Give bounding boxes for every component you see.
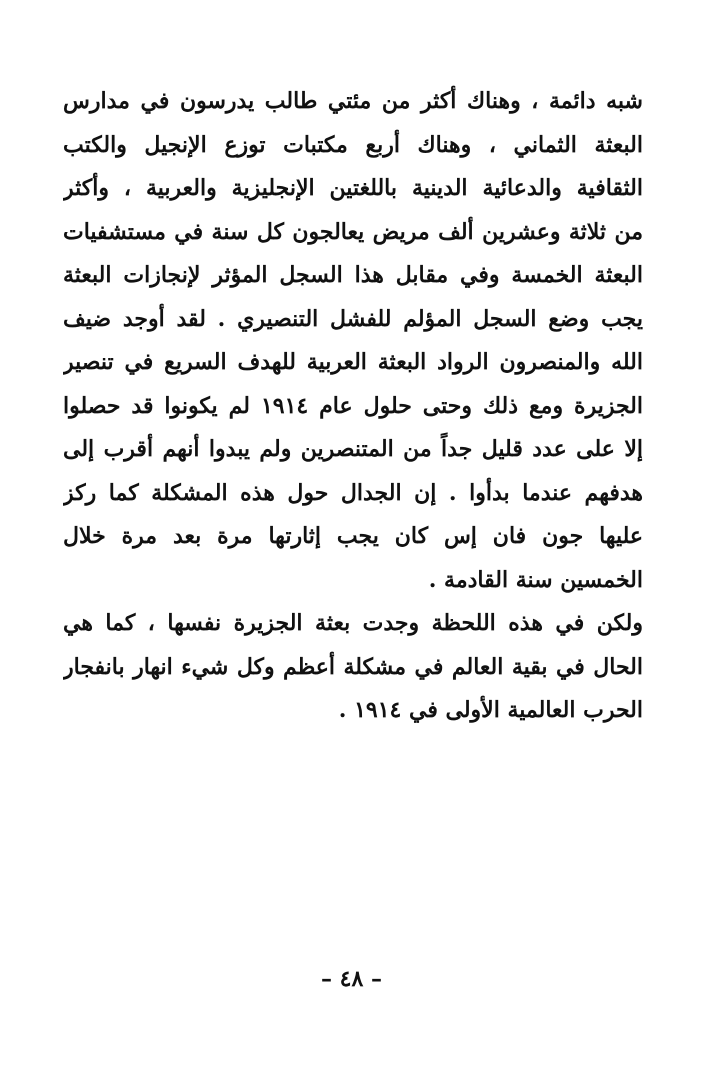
text-line: الله والمنصرون الرواد البعثة العربية للهدف السريع في تنصير [63,349,643,375]
paragraph-2 [63,602,643,733]
text-line: الجزيرة ومع ذلك وحتى حلول عام ١٩١٤ لم يكونوا قد حصلوا [63,392,643,419]
page-number: – ٤٨ – [321,966,382,992]
text-line: الحرب العالمية الأولى في ١٩١٤ . [338,697,643,723]
text-line: الخمسين سنة القادمة . [428,566,643,593]
text-line: شبه دائمة ، وهناك أكثر من مئتي طالب يدرسون في مدارس [63,88,643,114]
text-line: هدفهم عندما بدأوا . إن الجدال حول هذه المشكلة كما ركز [63,479,643,506]
paragraph-1 [63,80,643,602]
text-line: ولكن في هذه اللحظة وجدت بعثة الجزيرة نفسها ، كما هي [63,610,643,636]
text-line: البعثة الخمسة وفي مقابل هذا السجل المؤثر لإنجازات البعثة [63,262,643,288]
text-line: عليها جون فان إس كان يجب إثارتها مرة بعد مرة خلال [63,523,643,549]
text-line: إلا على عدد قليل جداً من المتنصرين ولم يبدوا أنهم أقرب إلى [63,436,643,462]
text-line: يجب وضع السجل المؤلم للفشل التنصيري . لقد أوجد ضيف [63,305,643,332]
text-line: من ثلاثة وعشرين ألف مريض يعالجون كل سنة في مستشفيات [63,218,643,245]
text-line: الثقافية والدعائية الدينية باللغتين الإنجليزية والعربية ، وأكثر [63,175,643,201]
text-line: البعثة الثماني ، وهناك أربع مكتبات توزع الإنجيل والكتب [63,131,643,158]
text-line: الحال في بقية العالم في مشكلة أعظم وكل شيء انهار بانفجار [63,653,643,680]
